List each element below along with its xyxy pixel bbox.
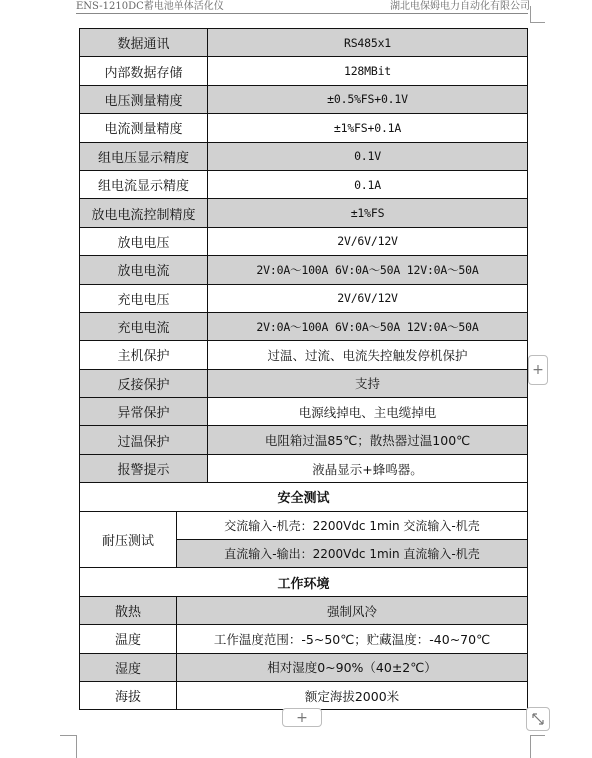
table-row	[80, 681, 528, 709]
row-value: 交流输入-机壳：2200Vdc 1min 交流输入-机壳	[177, 511, 528, 539]
row-label: 数据通讯	[80, 29, 208, 57]
row-value: ±1%FS+0.1A	[208, 114, 528, 142]
row-label: 电压测量精度	[80, 85, 208, 113]
row-label: 海拔	[80, 681, 177, 709]
section-title: 工作环境	[80, 568, 528, 596]
row-value: 直流输入-输出：2200Vdc 1min 直流输入-机壳	[177, 540, 528, 568]
row-value: 强制风冷	[177, 596, 528, 624]
table-row	[80, 341, 528, 369]
table-row	[80, 511, 528, 539]
row-label: 组电流显示精度	[80, 170, 208, 198]
row-label: 报警提示	[80, 454, 208, 482]
row-label: 内部数据存储	[80, 57, 208, 85]
row-value: 电源线掉电、主电缆掉电	[208, 398, 528, 426]
table-row	[80, 256, 528, 284]
table-row	[80, 284, 528, 312]
row-value: 相对湿度0~90%（40±2℃）	[177, 653, 528, 681]
table-row	[80, 398, 528, 426]
section-title: 安全测试	[80, 483, 528, 511]
row-label: 反接保护	[80, 369, 208, 397]
table-row	[80, 426, 528, 454]
row-value: 2V:0A～100A 6V:0A～50A 12V:0A～50A	[208, 312, 528, 340]
section-header-environment	[80, 568, 528, 596]
table-row	[80, 312, 528, 340]
row-value: 电阻箱过温85℃；散热器过温100℃	[208, 426, 528, 454]
section-header-safety	[80, 483, 528, 511]
row-value: 工作温度范围：-5~50℃；贮藏温度：-40~70℃	[177, 625, 528, 653]
row-label: 电流测量精度	[80, 114, 208, 142]
plus-icon: +	[532, 362, 544, 378]
table-row	[80, 227, 528, 255]
row-value: 2V/6V/12V	[208, 227, 528, 255]
add-row-button[interactable]	[282, 708, 322, 727]
table-row	[80, 596, 528, 624]
table-row	[80, 114, 528, 142]
row-label: 放电电流控制精度	[80, 199, 208, 227]
add-column-button[interactable]	[528, 355, 548, 385]
table-row	[80, 142, 528, 170]
row-label: 耐压测试	[80, 511, 177, 568]
row-label: 散热	[80, 596, 177, 624]
row-value: 液晶显示+蜂鸣器。	[208, 454, 528, 482]
table-resize-handle[interactable]	[526, 707, 550, 731]
row-value: RS485x1	[208, 29, 528, 57]
row-label: 主机保护	[80, 341, 208, 369]
plus-icon: +	[296, 709, 308, 726]
row-label: 湿度	[80, 653, 177, 681]
row-label: 过温保护	[80, 426, 208, 454]
row-value: 2V:0A～100A 6V:0A～50A 12V:0A～50A	[208, 256, 528, 284]
header-right-company: 湖北电保姆电力自动化有限公司	[390, 1, 530, 12]
table-row	[80, 625, 528, 653]
table-row	[80, 199, 528, 227]
table-row	[80, 170, 528, 198]
header-rule	[76, 13, 528, 14]
table-row	[80, 57, 528, 85]
row-label: 放电电压	[80, 227, 208, 255]
header-left-title: ENS-1210DC蓄电池单体活化仪	[76, 1, 224, 12]
crop-mark-top-right	[530, 6, 545, 23]
row-label: 充电电压	[80, 284, 208, 312]
crop-mark-bottom-left	[60, 735, 77, 758]
row-label: 异常保护	[80, 398, 208, 426]
row-value: 0.1A	[208, 170, 528, 198]
row-value: 128MBit	[208, 57, 528, 85]
row-value: ±1%FS	[208, 199, 528, 227]
row-value: 2V/6V/12V	[208, 284, 528, 312]
table-row	[80, 85, 528, 113]
crop-mark-bottom-right	[530, 735, 545, 758]
table-row	[80, 29, 528, 57]
row-value: 支持	[208, 369, 528, 397]
row-value: 0.1V	[208, 142, 528, 170]
row-label: 充电电流	[80, 312, 208, 340]
row-label: 温度	[80, 625, 177, 653]
table-row	[80, 454, 528, 482]
spec-table	[79, 28, 528, 710]
row-label: 组电压显示精度	[80, 142, 208, 170]
row-value: 过温、过流、电流失控触发停机保护	[208, 341, 528, 369]
table-row	[80, 653, 528, 681]
row-value: 额定海拔2000米	[177, 681, 528, 709]
table-row	[80, 369, 528, 397]
row-value: ±0.5%FS+0.1V	[208, 85, 528, 113]
diagonal-resize-icon	[531, 712, 545, 726]
row-label: 放电电流	[80, 256, 208, 284]
